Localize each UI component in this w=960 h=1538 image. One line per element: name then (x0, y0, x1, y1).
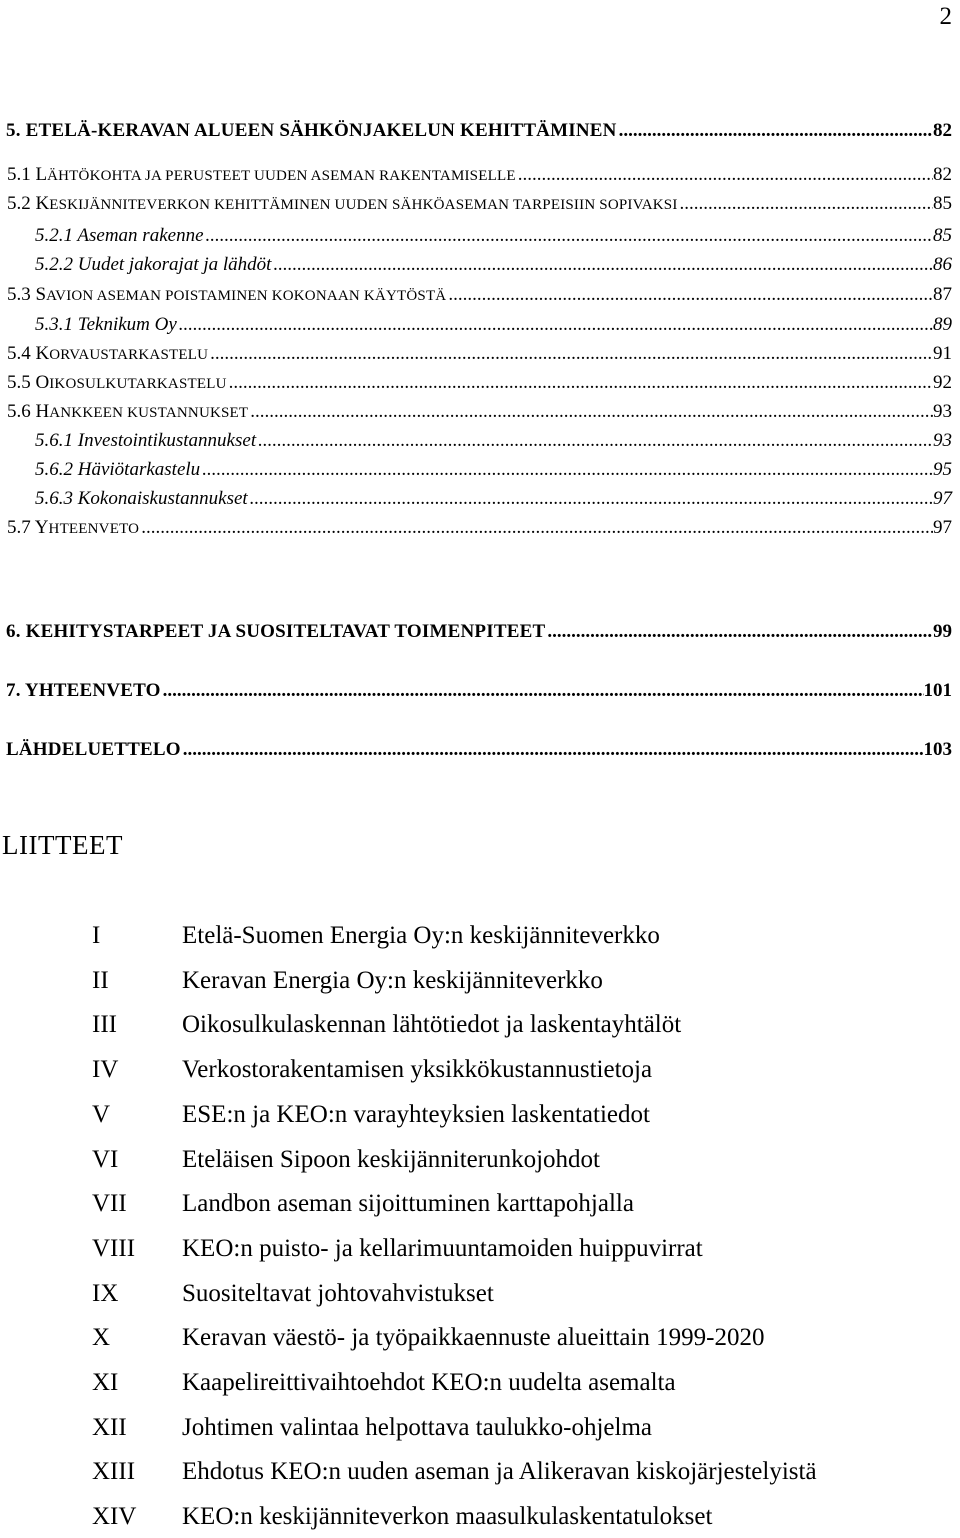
toc-entry-page: 82 (933, 120, 952, 141)
toc-leader-dots (448, 284, 933, 306)
toc-leader-dots (258, 430, 933, 452)
annex-number: IV (92, 1056, 119, 1083)
toc-entry-page: 92 (933, 372, 952, 393)
toc-entry-label: LÄHDELUETTELO (6, 739, 181, 760)
toc-entry-label: 5.3.1 Teknikum Oy (35, 314, 177, 335)
toc-entry[interactable] (35, 484, 952, 510)
toc-entry-label: 5.6.3 Kokonaiskustannukset (35, 488, 248, 509)
toc-entry-page: 85 (933, 193, 952, 214)
annex-description: ESE:n ja KEO:n varayhteyksien laskentatiedot (182, 1101, 650, 1128)
toc-leader-dots (250, 488, 933, 510)
annex-description: Keravan Energia Oy:n keskijänniteverkko (182, 967, 603, 994)
annex-description: Oikosulkulaskennan lähtötiedot ja laskentayhtälöt (182, 1011, 682, 1038)
annex-number: VII (92, 1190, 127, 1217)
toc-entry-label: 5.2 KESKIJÄNNITEVERKON KEHITTÄMINEN UUDEN SÄHKÖASEMAN TARPEISIIN SOPIVAKSI (7, 193, 678, 214)
toc-entry-label: 5.4 KORVAUSTARKASTELU (7, 343, 209, 364)
annex-number: VI (92, 1146, 119, 1173)
toc-entry-label: 5.5 OIKOSULKUTARKASTELU (7, 372, 227, 393)
toc-leader-dots (547, 621, 933, 643)
toc-entry-label: 6. KEHITYSTARPEET JA SUOSITELTAVAT TOIMENPITEET (6, 621, 546, 642)
toc-entry-page: 93 (933, 430, 952, 451)
annex-heading: LIITTEET (2, 830, 123, 860)
toc-entry[interactable] (35, 455, 952, 481)
annex-description: Suositeltavat johtovahvistukset (182, 1280, 494, 1307)
toc-leader-dots (179, 314, 933, 336)
toc-entry-label: 5.2.2 Uudet jakorajat ja lähdöt (35, 254, 272, 275)
toc-leader-dots (141, 517, 933, 539)
toc-entry-page: 93 (933, 401, 952, 422)
toc-entry[interactable] (6, 676, 952, 702)
toc-entry[interactable] (7, 397, 952, 423)
annex-number: XIII (92, 1458, 136, 1485)
toc-leader-dots (250, 401, 933, 423)
annex-number: V (92, 1101, 111, 1128)
toc-entry[interactable] (7, 189, 952, 215)
annex-number: XI (92, 1369, 119, 1396)
toc-entry[interactable] (35, 426, 952, 452)
annex-number: XII (92, 1414, 127, 1441)
page-number: 2 (939, 3, 952, 30)
toc-entry-page: 89 (933, 314, 952, 335)
toc-entry[interactable] (6, 617, 952, 643)
toc-entry-page: 86 (933, 254, 952, 275)
toc-leader-dots (619, 120, 933, 142)
toc-entry-page: 91 (933, 343, 952, 364)
toc-entry-label: 5.6 HANKKEEN KUSTANNUKSET (7, 401, 249, 422)
toc-leader-dots (163, 680, 924, 702)
toc-entry-page: 99 (933, 621, 952, 642)
toc-entry-page: 97 (933, 488, 952, 509)
toc-leader-dots (273, 254, 933, 276)
toc-entry-label: 5.7 YHTEENVETO (7, 517, 140, 538)
toc-leader-dots (183, 739, 924, 761)
annex-number: VIII (92, 1235, 136, 1262)
toc-leader-dots (518, 164, 933, 186)
annex-number: II (92, 967, 109, 994)
annex-description: Verkostorakentamisen yksikkökustannustietoja (182, 1056, 653, 1083)
toc-entry-label: 5. ETELÄ-KERAVAN ALUEEN SÄHKÖNJAKELUN KEHITTÄMINEN (6, 120, 617, 141)
annex-description: Keravan väestö- ja työpaikkaennuste alueittain 1999-2020 (182, 1324, 765, 1351)
toc-entry-label: 5.1 LÄHTÖKOHTA JA PERUSTEET UUDEN ASEMAN RAKENTAMISELLE (7, 164, 516, 185)
toc-entry-page: 97 (933, 517, 952, 538)
toc-leader-dots (229, 372, 933, 394)
annex-description: Kaapelireittivaihtoehdot KEO:n uudelta asemalta (182, 1369, 676, 1396)
toc-entry-page: 103 (923, 739, 952, 760)
toc-entry[interactable] (7, 339, 952, 365)
annex-description: Etelä-Suomen Energia Oy:n keskijänniteverkko (182, 922, 660, 949)
toc-entry-label: 5.6.2 Häviötarkastelu (35, 459, 201, 480)
toc-entry-label: 5.6.1 Investointikustannukset (35, 430, 257, 451)
toc-entry-label: 5.2.1 Aseman rakenne (35, 225, 204, 246)
toc-entry[interactable] (35, 221, 952, 247)
toc-entry[interactable] (7, 368, 952, 394)
toc-entry[interactable] (7, 280, 952, 306)
toc-leader-dots (206, 225, 933, 247)
toc-entry[interactable] (7, 513, 952, 539)
annex-description: Landbon aseman sijoittuminen karttapohjalla (182, 1190, 634, 1217)
toc-entry-page: 87 (933, 284, 952, 305)
toc-leader-dots (210, 343, 933, 365)
toc-entry-page: 95 (933, 459, 952, 480)
toc-entry-label: 7. YHTEENVETO (6, 680, 161, 701)
toc-entry[interactable] (35, 250, 952, 276)
annex-description: KEO:n puisto- ja kellarimuuntamoiden huippuvirrat (182, 1235, 703, 1262)
annex-description: KEO:n keskijänniteverkon maasulkulaskentatulokset (182, 1503, 713, 1530)
toc-entry-page: 82 (933, 164, 952, 185)
annex-description: Ehdotus KEO:n uuden aseman ja Alikeravan kiskojärjestelyistä (182, 1458, 817, 1485)
toc-entry[interactable] (7, 160, 952, 186)
annex-number: I (92, 922, 101, 949)
annex-description: Johtimen valintaa helpottava taulukko-ohjelma (182, 1414, 653, 1441)
toc-entry[interactable] (6, 735, 952, 761)
annex-number: IX (92, 1280, 119, 1307)
toc-leader-dots (680, 193, 933, 215)
toc-entry-label: 5.3 SAVION ASEMAN POISTAMINEN KOKONAAN KÄYTÖSTÄ (7, 284, 447, 305)
toc-entry[interactable] (6, 116, 952, 142)
annex-description: Eteläisen Sipoon keskijänniterunkojohdot (182, 1146, 600, 1173)
annex-number: X (92, 1324, 111, 1351)
toc-entry[interactable] (35, 310, 952, 336)
annex-number: III (92, 1011, 117, 1038)
toc-leader-dots (202, 459, 933, 481)
toc-entry-page: 85 (933, 225, 952, 246)
toc-entry-page: 101 (923, 680, 952, 701)
annex-number: XIV (92, 1503, 137, 1530)
